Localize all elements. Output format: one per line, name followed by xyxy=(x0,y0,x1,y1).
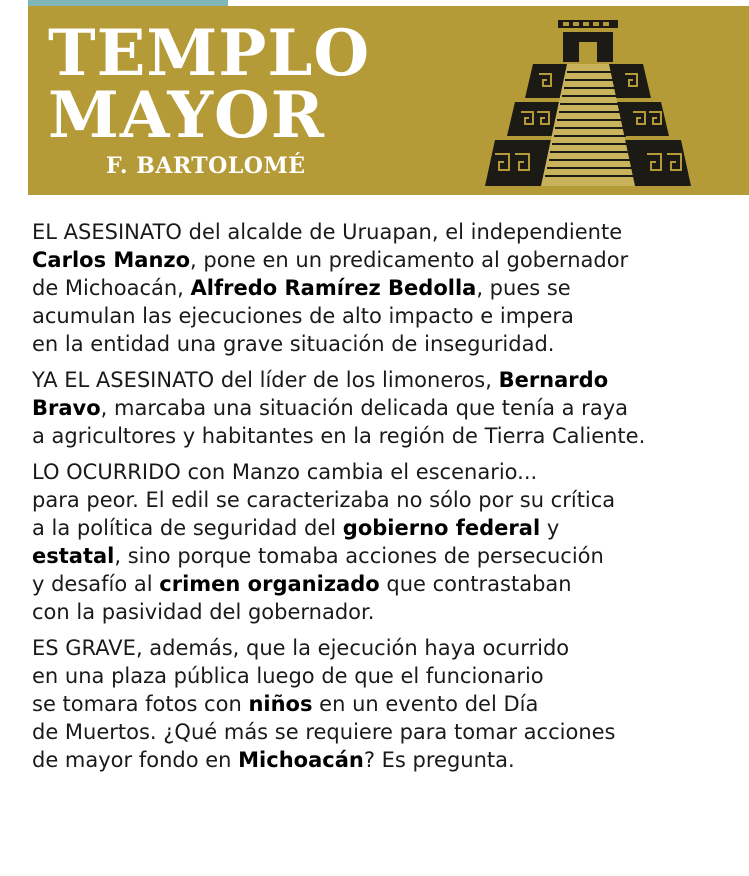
text-segment: de Muertos. ¿Qué más se requiere para tomar acciones xyxy=(32,720,616,744)
paragraph xyxy=(32,366,732,450)
paragraph xyxy=(32,218,732,358)
aztec-pyramid-icon xyxy=(455,12,725,192)
bold-name: Alfredo Ramírez Bedolla xyxy=(190,276,477,300)
text-segment: en la entidad una grave situación de inseguridad. xyxy=(32,332,555,356)
author-byline: F. BARTOLOMÉ xyxy=(106,153,306,179)
text-line xyxy=(32,330,732,358)
text-segment: acumulan las ejecuciones de alto impacto e impera xyxy=(32,304,574,328)
text-line xyxy=(32,570,732,598)
text-line xyxy=(32,422,732,450)
text-line xyxy=(32,634,732,662)
text-line xyxy=(32,718,732,746)
bold-name: gobierno federal xyxy=(342,516,541,540)
text-line xyxy=(32,746,732,774)
text-line xyxy=(32,598,732,626)
text-segment: que contrastaban xyxy=(379,572,572,596)
text-segment: LO OCURRIDO con Manzo cambia el escenario... xyxy=(32,460,538,484)
text-line xyxy=(32,514,732,542)
text-line xyxy=(32,662,732,690)
column-title-line-1: TEMPLO xyxy=(48,16,371,91)
text-segment: y desafío al xyxy=(32,572,160,596)
text-segment: a agricultores y habitantes en la región de Tierra Caliente. xyxy=(32,424,646,448)
text-segment: , sino porque tomaba acciones de persecución xyxy=(114,544,604,568)
text-segment: en una plaza pública luego de que el funcionario xyxy=(32,664,544,688)
bold-name: crimen organizado xyxy=(159,572,380,596)
text-line xyxy=(32,366,732,394)
column-body xyxy=(32,218,732,782)
text-segment: con la pasividad del gobernador. xyxy=(32,600,375,624)
paragraph xyxy=(32,458,732,626)
text-segment: en un evento del Día xyxy=(312,692,539,716)
text-segment: a la política de seguridad del xyxy=(32,516,343,540)
text-line xyxy=(32,486,732,514)
text-segment: , pues se xyxy=(476,276,571,300)
bold-name: Michoacán xyxy=(238,748,364,772)
bold-name: estatal xyxy=(32,544,115,568)
text-segment: ? Es pregunta. xyxy=(363,748,515,772)
column-title-line-2: MAYOR xyxy=(48,78,325,153)
text-line xyxy=(32,302,732,330)
text-segment: , marcaba una situación delicada que tenía a raya xyxy=(100,396,628,420)
text-segment: de mayor fondo en xyxy=(32,748,239,772)
bold-name: niños xyxy=(248,692,313,716)
text-segment: EL ASESINATO del alcalde de Uruapan, el independiente xyxy=(32,220,623,244)
text-line xyxy=(32,246,732,274)
text-segment: y xyxy=(540,516,560,540)
bold-name: Carlos Manzo xyxy=(32,248,191,272)
text-line xyxy=(32,274,732,302)
text-line xyxy=(32,218,732,246)
text-line xyxy=(32,394,732,422)
bold-name: Bernardo xyxy=(498,368,609,392)
bold-name: Bravo xyxy=(32,396,101,420)
text-segment: para peor. El edil se caracterizaba no sólo por su crítica xyxy=(32,488,616,512)
text-line xyxy=(32,690,732,718)
text-segment: se tomara fotos con xyxy=(32,692,249,716)
text-segment: ES GRAVE, además, que la ejecución haya ocurrido xyxy=(32,636,570,660)
paragraph xyxy=(32,634,732,774)
text-segment: , pone en un predicamento al gobernador xyxy=(190,248,629,272)
text-line xyxy=(32,458,732,486)
text-segment: YA EL ASESINATO del líder de los limoneros, xyxy=(32,368,499,392)
text-segment: de Michoacán, xyxy=(32,276,191,300)
text-line xyxy=(32,542,732,570)
